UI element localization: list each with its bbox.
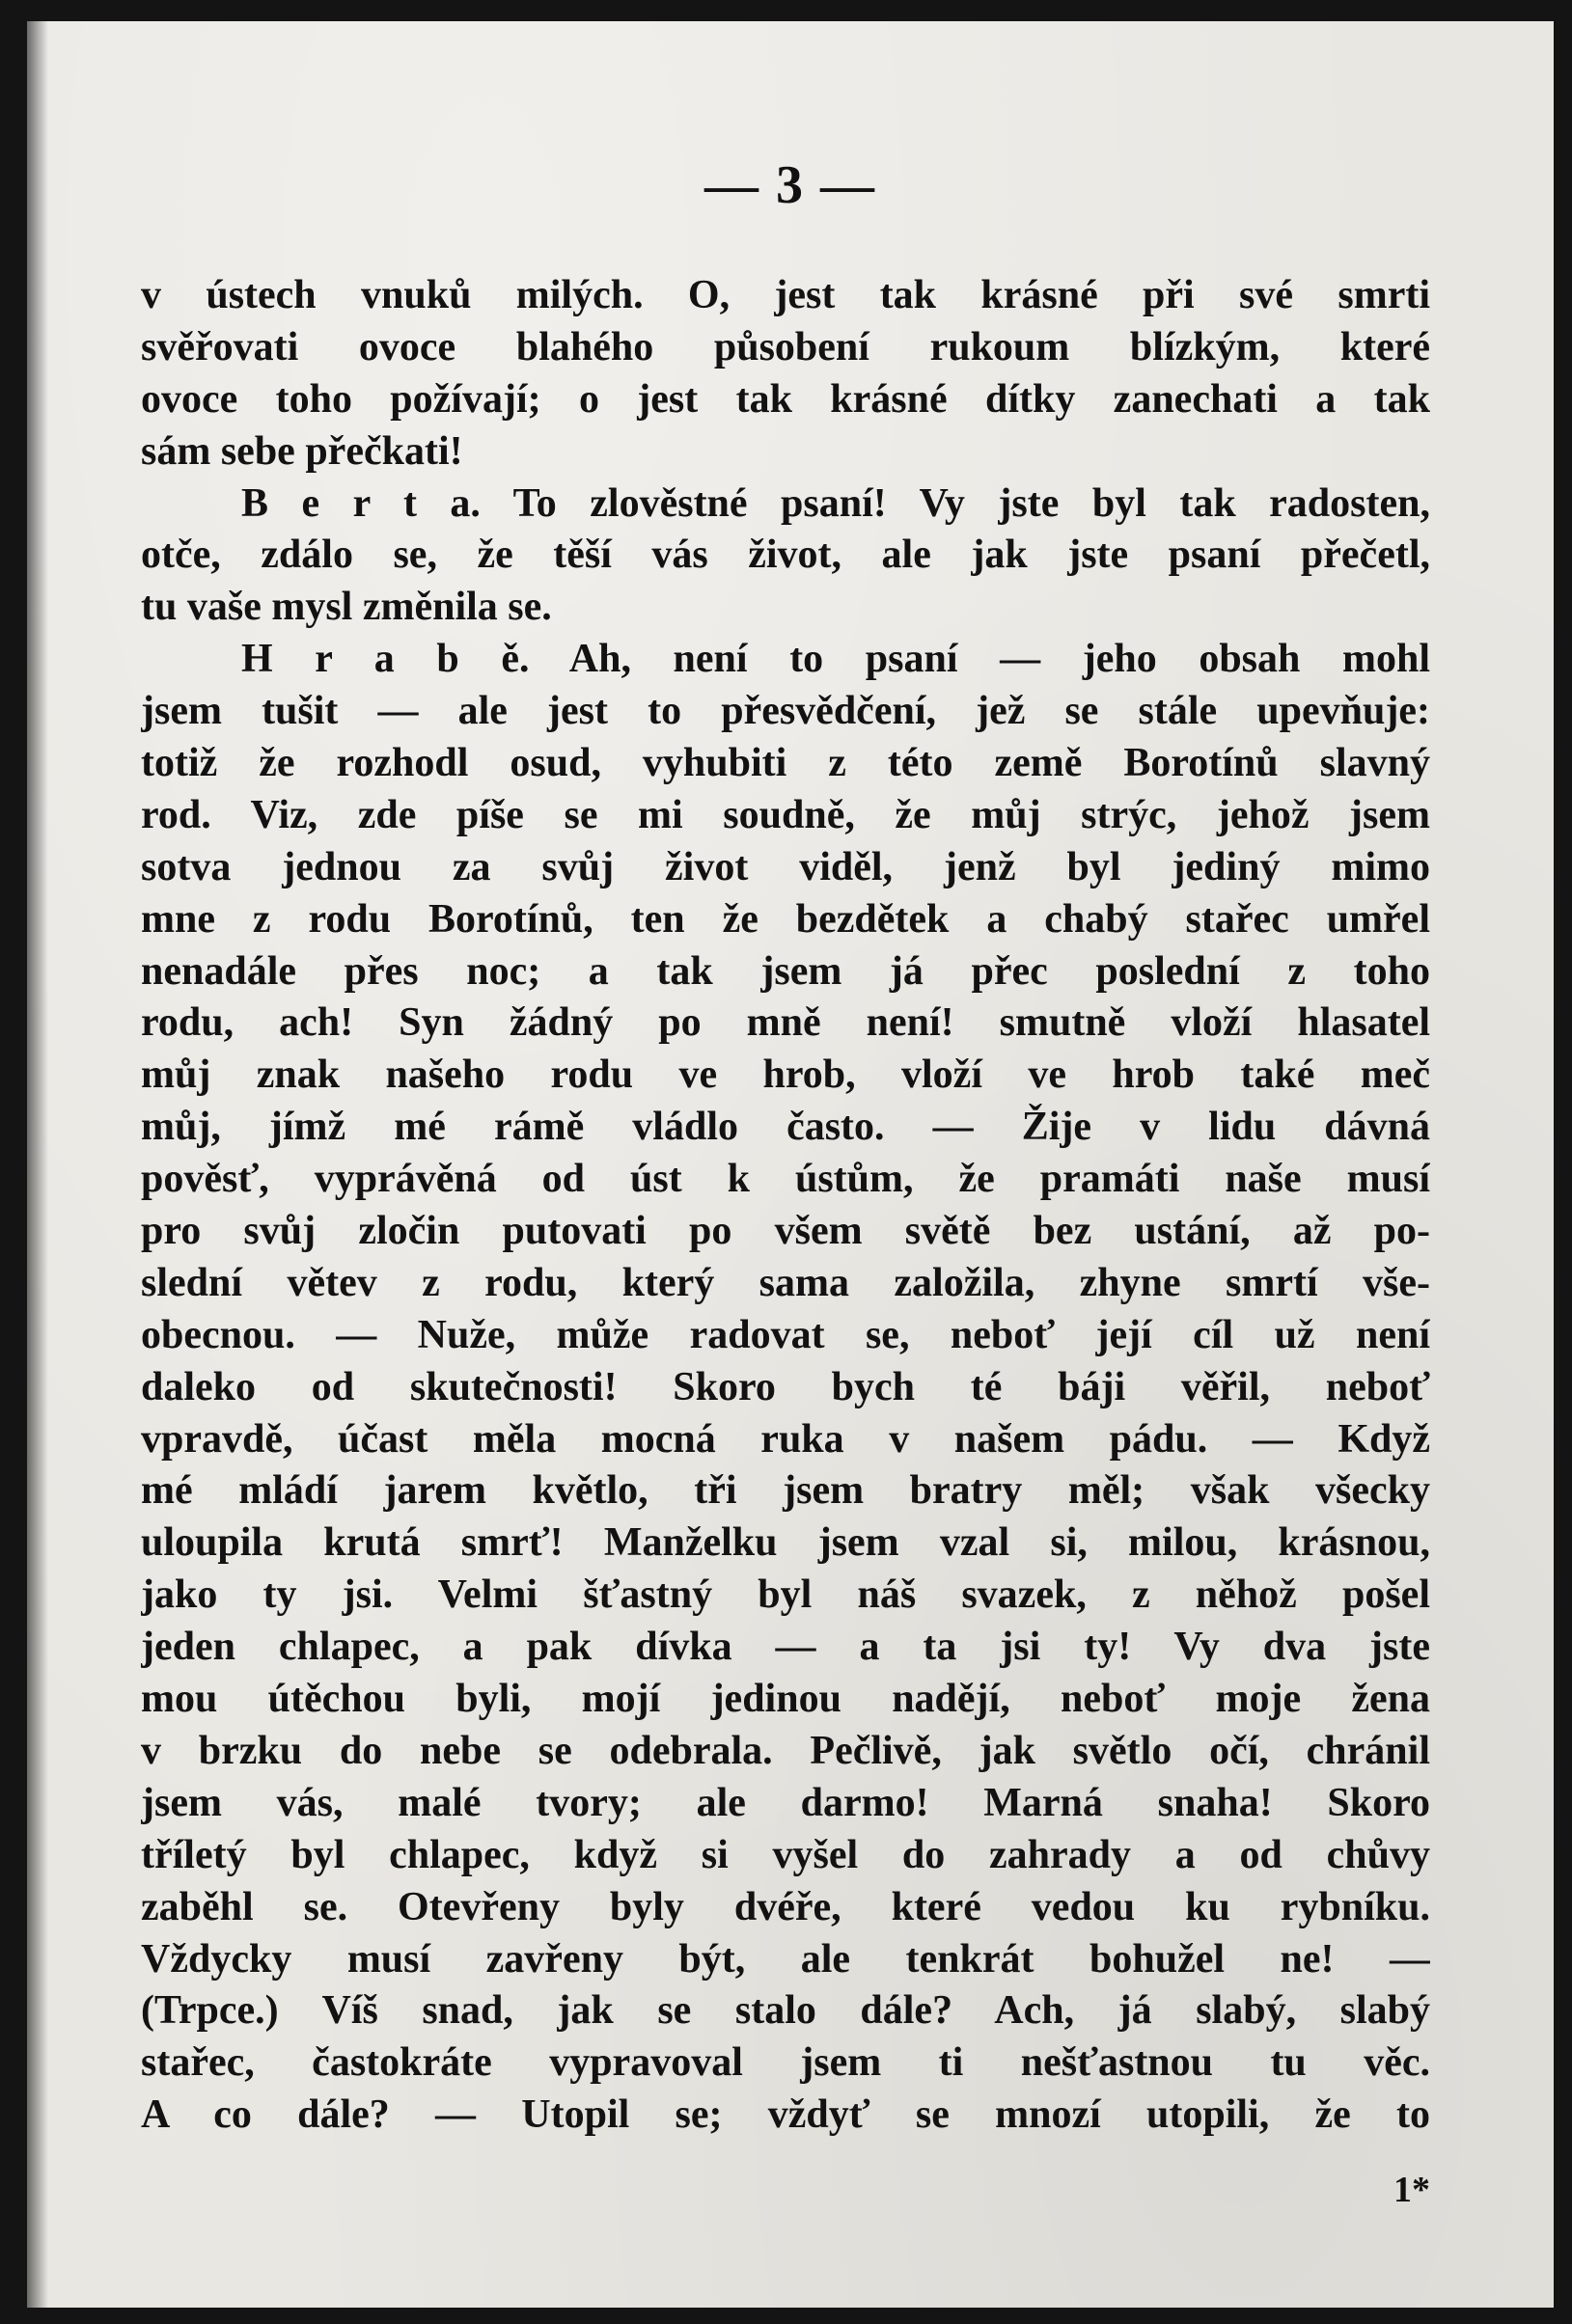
- binding-shadow: [27, 21, 48, 2308]
- text-line: jako ty jsi. Velmi šťastný byl náš svazek, z něhož pošel: [141, 1572, 1430, 1618]
- text-line: mé mládí jarem květlo, tři jsem bratry měl; však všecky: [141, 1468, 1430, 1514]
- text-line: v brzku do nebe se odebrala. Pečlivě, jak světlo očí, chránil: [141, 1728, 1430, 1773]
- text-line: slední větev z rodu, který sama založila, zhyne smrtí vše-: [141, 1260, 1430, 1305]
- text-line: daleko od skutečnosti! Skoro bych té báji věřil, neboť: [141, 1364, 1430, 1409]
- text-line: H r a b ě. Ah, není to psaní — jeho obsah mohl: [241, 637, 1430, 682]
- text-line: můj, jímž mé rámě vládlo často. — Žije v lidu dávná: [141, 1105, 1430, 1150]
- text-line: jsem tušit — ale jest to přesvědčení, jež se stále upevňuje:: [141, 689, 1430, 734]
- text-line: zaběhl se. Otevřeny byly dvéře, které vedou ku rybníku.: [141, 1884, 1430, 1929]
- text-line: ovoce toho požívají; o jest tak krásné dítky zanechati a tak: [141, 376, 1430, 422]
- text-line: otče, zdálo se, že těší vás život, ale jak jste psaní přečetl,: [141, 533, 1430, 578]
- text-line: pověsť, vyprávěná od úst k ústům, že pramáti naše musí: [141, 1157, 1430, 1202]
- page-number: — 3 —: [704, 155, 876, 215]
- text-line: obecnou. — Nuže, může radovat se, neboť její cíl už není: [141, 1312, 1430, 1357]
- text-line: totiž že rozhodl osud, vyhubiti z této země Borotínů slavný: [141, 741, 1430, 786]
- text-line: nenadále přes noc; a tak jsem já přec poslední z toho: [141, 948, 1430, 994]
- text-line: stařec, častokráte vypravoval jsem ti nešťastnou tu věc.: [141, 2040, 1430, 2086]
- text-line: (Trpce.) Víš snad, jak se stalo dále? Ach, já slabý, slabý: [141, 1988, 1430, 2034]
- text-line: B e r t a. To zlověstné psaní! Vy jste byl tak radosten,: [241, 480, 1430, 526]
- text-line: rod. Viz, zde píše se mi soudně, že můj strýc, jehož jsem: [141, 792, 1430, 837]
- printer-signature-mark: 1*: [1393, 2170, 1430, 2210]
- text-line: sám sebe přečkati!: [141, 428, 463, 474]
- text-line: jsem vás, malé tvory; ale darmo! Marná snaha! Skoro: [141, 1780, 1430, 1825]
- text-line: jeden chlapec, a pak dívka — a ta jsi ty! Vy dva jste: [141, 1625, 1430, 1670]
- book-page: [27, 21, 1554, 2308]
- text-line: mne z rodu Borotínů, ten že bezdětek a chabý stařec umřel: [141, 896, 1430, 942]
- text-line: tu vaše mysl změnila se.: [141, 585, 552, 630]
- text-line: mou útěchou byli, mojí jedinou nadějí, neboť moje žena: [141, 1677, 1430, 1722]
- text-line: v ústech vnuků milých. O, jest tak krásné při své smrti: [141, 273, 1430, 317]
- text-line: Vždycky musí zavřeny být, ale tenkrát bohužel ne! —: [141, 1936, 1430, 1982]
- text-line: vpravdě, účast měla mocná ruka v našem pádu. — Když: [141, 1416, 1430, 1462]
- text-line: A co dále? — Utopil se; vždyť se mnozí utopili, že to: [141, 2092, 1430, 2138]
- text-line: pro svůj zločin putovati po všem světě bez ustání, až po-: [141, 1209, 1430, 1254]
- text-line: sotva jednou za svůj život viděl, jenž byl jediný mimo: [141, 844, 1430, 889]
- text-line: svěřovati ovoce blahého působení rukoum blízkým, které: [141, 324, 1430, 369]
- text-line: tříletý byl chlapec, když si vyšel do zahrady a od chůvy: [141, 1832, 1430, 1877]
- text-line: můj znak našeho rodu ve hrob, vloží ve hrob také meč: [141, 1053, 1430, 1098]
- text-line: uloupila krutá smrť! Manželku jsem vzal si, milou, krásnou,: [141, 1520, 1430, 1566]
- body-text: [141, 270, 1430, 2142]
- text-line: rodu, ach! Syn žádný po mně není! smutně vloží hlasatel: [141, 1000, 1430, 1046]
